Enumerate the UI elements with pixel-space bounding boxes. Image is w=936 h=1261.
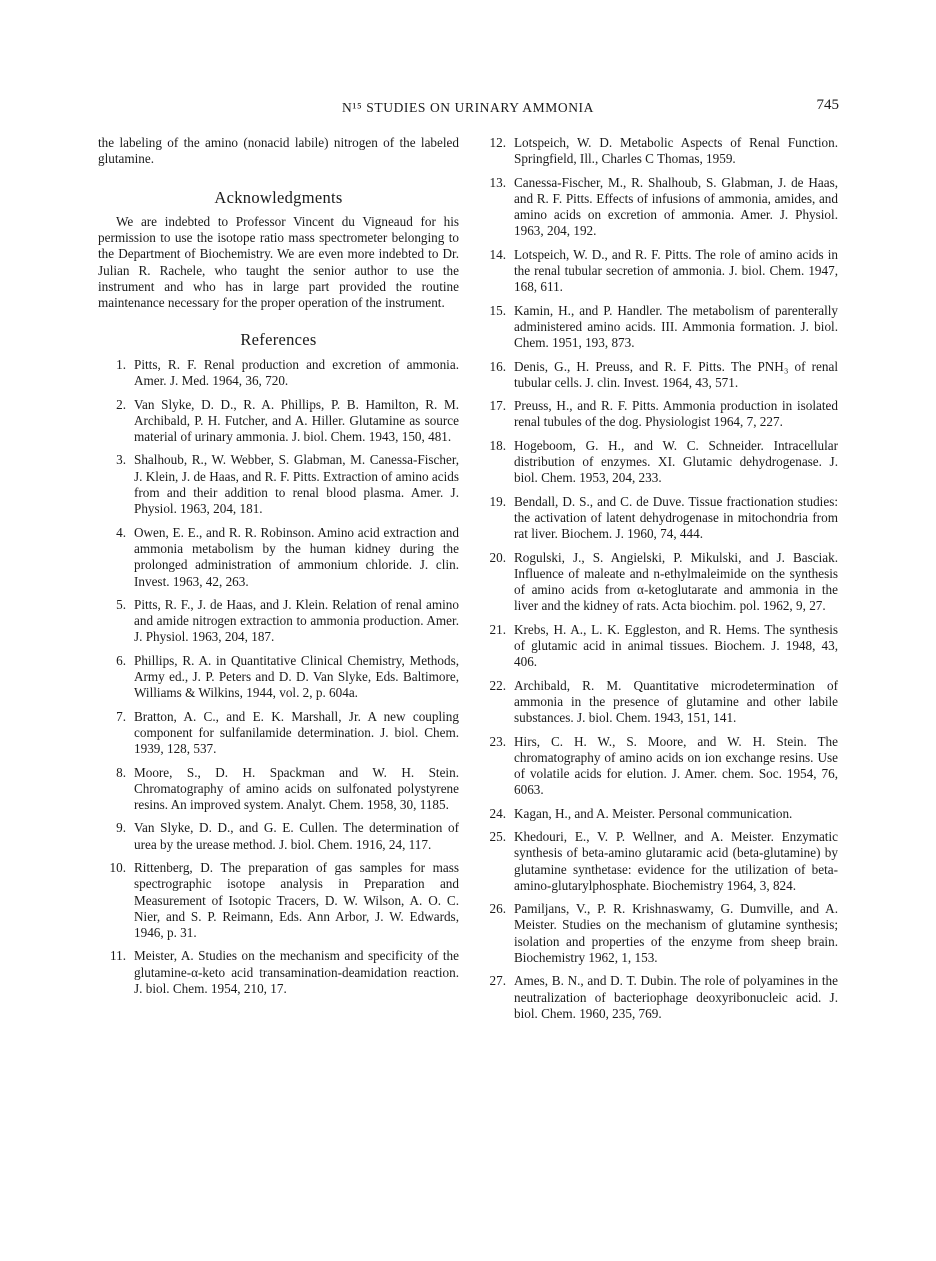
reference-number: 21. xyxy=(489,621,506,637)
reference-item xyxy=(98,860,459,941)
reference-number: 3. xyxy=(116,452,126,468)
reference-text: Phillips, R. A. in Quantitative Clinical Chemistry, Methods, Army ed., J. P. Peters and D. D. Van Slyke, Eds. Baltimore, Williams & Wilkins, 1944, vol. 2, p. 604a. xyxy=(134,652,459,701)
reference-number: 22. xyxy=(489,677,506,693)
reference-text: Preuss, H., and R. F. Pitts. Ammonia production in isolated renal tubules of the dog. Physiologist 1964, 7, 227. xyxy=(514,398,838,430)
reference-text: Canessa-Fischer, M., R. Shalhoub, S. Glabman, J. de Haas, and R. F. Pitts. Effects of infusions of ammonia, amides, and amino acids on excretion of ammonia. Amer. J. Physiol. 1963, 204, 192. xyxy=(514,174,838,239)
left-column xyxy=(98,135,459,1004)
reference-item xyxy=(478,678,838,727)
reference-text: Rogulski, J., S. Angielski, P. Mikulski, and J. Basciak. Influence of maleate and n-ethylmaleimide on the synthesis of amino acids from α-ketoglutarate and ammonia in the liver and the kidney of rats. Acta biochim. pol. 1962, 9, 27. xyxy=(514,549,838,614)
reference-text: Archibald, R. M. Quantitative microdetermination of ammonia in the presence of glutamine and other labile substances. J. biol. Chem. 1943, 151, 141. xyxy=(514,677,838,726)
reference-number: 15. xyxy=(489,302,506,318)
acknowledgments-heading: Acknowledgments xyxy=(214,187,343,207)
reference-item xyxy=(478,398,838,431)
reference-text: Hogeboom, G. H., and W. C. Schneider. Intracellular distribution of enzymes. XI. Glutamic dehydrogenase. J. biol. Chem. 1953, 204, 233. xyxy=(514,437,838,486)
reference-item xyxy=(478,622,838,671)
reference-number: 19. xyxy=(489,493,506,509)
references-list-right xyxy=(478,135,838,1022)
reference-text: Hirs, C. H. W., S. Moore, and W. H. Stein. The chromatography of amino acids on ion exchange resins. Use of volatile acids for elution. J. Amer. chem. Soc. 1954, 76, 6063. xyxy=(514,733,838,798)
reference-item xyxy=(478,135,838,168)
reference-number: 13. xyxy=(489,174,506,190)
reference-item xyxy=(98,525,459,590)
reference-item xyxy=(98,397,459,446)
reference-text: Shalhoub, R., W. Webber, S. Glabman, M. Canessa-Fischer, J. Klein, J. de Haas, and R. F. Pitts. Extraction of amino acids from and their addition to renal blood plasma. Amer. J. Physiol. 1963, 204, 181. xyxy=(134,452,459,517)
reference-item xyxy=(478,829,838,894)
running-head: N¹⁵ STUDIES ON URINARY AMMONIA xyxy=(341,100,594,115)
reference-text: Kagan, H., and A. Meister. Personal communication. xyxy=(514,805,793,821)
reference-text: Lotspeich, W. D. Metabolic Aspects of Renal Function. Springfield, Ill., Charles C Thomas, 1959. xyxy=(514,135,838,167)
reference-number: 2. xyxy=(116,396,126,412)
reference-text: Bendall, D. S., and C. de Duve. Tissue fractionation studies: the activation of latent dehydrogenase in mitochondria from rat liver. Biochem. J. 1960, 74, 444. xyxy=(514,493,838,542)
reference-item xyxy=(98,709,459,758)
reference-item xyxy=(478,806,838,822)
reference-text: Owen, E. E., and R. R. Robinson. Amino acid extraction and ammonia metabolism by the human kidney during the prolonged administration of ammonium chloride. J. clin. Invest. 1963, 42, 263. xyxy=(134,524,459,589)
reference-number: 5. xyxy=(116,596,126,612)
reference-number: 20. xyxy=(489,549,506,565)
reference-item xyxy=(478,550,838,615)
acknowledgments-paragraph: We are indebted to Professor Vincent du Vigneaud for his permission to use the isotope ratio mass spectrometer belonging to the Department of Biochemistry. We are even more indebted to Dr. Julian R. Rachele, who taught the senior author to use the instrument and who has in large part provided the routine maintenance necessary for the proper operation of the instrument. xyxy=(98,213,459,311)
reference-number: 16. xyxy=(489,358,506,374)
reference-number: 26. xyxy=(489,901,506,917)
reference-number: 7. xyxy=(116,708,126,724)
reference-item xyxy=(478,901,838,966)
reference-number: 10. xyxy=(109,859,126,875)
reference-number: 11. xyxy=(110,948,126,964)
reference-item xyxy=(98,452,459,517)
reference-text: Krebs, H. A., L. K. Eggleston, and R. Hems. The synthesis of glutamic acid in animal tissues. Biochem. J. 1948, 43, 406. xyxy=(514,621,838,670)
reference-item xyxy=(98,653,459,702)
reference-number: 8. xyxy=(116,764,126,780)
reference-item xyxy=(478,303,838,352)
reference-item xyxy=(98,357,459,390)
intro-paragraph: the labeling of the amino (nonacid labile) nitrogen of the labeled glutamine. xyxy=(98,135,459,167)
reference-number: 17. xyxy=(489,398,506,414)
reference-text: Van Slyke, D. D., and G. E. Cullen. The determination of urea by the urease method. J. biol. Chem. 1916, 24, 117. xyxy=(134,820,459,852)
reference-text: Denis, G., H. Preuss, and R. F. Pitts. The PNH₃ of renal tubular cells. J. clin. Invest. 1964, 43, 571. xyxy=(514,358,838,390)
reference-text: Rittenberg, D. The preparation of gas samples for mass spectrographic isotope analysis in Preparation and Measurement of Isotopic Tracers, D. W. Wilson, A. O. C. Nier, and S. P. Reimann, Eds. Ann Arbor, J. W. Edwards, 1946, p. 31. xyxy=(134,859,459,941)
reference-item xyxy=(98,820,459,853)
reference-text: Pamiljans, V., P. R. Krishnaswamy, G. Dumville, and A. Meister. Studies on the mechanism of glutamine synthesis; isolation and properties of the enzyme from sheep brain. Biochemistry 1962, 1, 153. xyxy=(514,901,838,966)
reference-text: Van Slyke, D. D., R. A. Phillips, P. B. Hamilton, R. M. Archibald, P. H. Futcher, and A. Hiller. Glutamine as source material of urinary ammonia. J. biol. Chem. 1943, 150, 481. xyxy=(134,396,459,445)
reference-item xyxy=(478,494,838,543)
reference-number: 23. xyxy=(489,733,506,749)
reference-text: Lotspeich, W. D., and R. F. Pitts. The role of amino acids in the renal tubular secretion of ammonia. J. biol. Chem. 1947, 168, 611. xyxy=(514,246,838,295)
reference-item xyxy=(478,175,838,240)
reference-number: 24. xyxy=(489,805,506,821)
reference-number: 12. xyxy=(489,135,506,150)
reference-item xyxy=(98,597,459,646)
reference-item xyxy=(478,438,838,487)
reference-text: Kamin, H., and P. Handler. The metabolism of parenterally administered amino acids. III. Ammonia formation. J. biol. Chem. 1951, 193, 873. xyxy=(514,302,838,351)
reference-number: 4. xyxy=(116,524,126,540)
reference-number: 14. xyxy=(489,246,506,262)
reference-item xyxy=(478,247,838,296)
reference-number: 9. xyxy=(116,820,126,836)
reference-item xyxy=(98,765,459,814)
reference-number: 6. xyxy=(116,652,126,668)
right-column xyxy=(478,135,838,1029)
reference-text: Pitts, R. F., J. de Haas, and J. Klein. Relation of renal amino and amide nitrogen extraction to ammonia production. Amer. J. Physiol. 1963, 204, 187. xyxy=(134,596,459,645)
reference-item xyxy=(98,948,459,997)
reference-text: Moore, S., D. H. Spackman and W. H. Stein. Chromatography of amino acids on sulfonated polystyrene resins. An improved system. Analyt. Chem. 1958, 30, 1185. xyxy=(134,764,459,813)
reference-item xyxy=(478,734,838,799)
references-list-left xyxy=(98,357,459,997)
reference-number: 25. xyxy=(489,828,506,844)
reference-item xyxy=(478,973,838,1022)
page-number: 745 xyxy=(816,97,839,113)
reference-number: 1. xyxy=(116,356,126,372)
reference-number: 18. xyxy=(489,437,506,453)
reference-text: Bratton, A. C., and E. K. Marshall, Jr. A new coupling component for sulfanilamide determination. J. biol. Chem. 1939, 128, 537. xyxy=(134,708,459,757)
reference-text: Pitts, R. F. Renal production and excretion of ammonia. Amer. J. Med. 1964, 36, 720. xyxy=(134,356,459,389)
references-heading: References xyxy=(240,329,317,349)
reference-text: Ames, B. N., and D. T. Dubin. The role of polyamines in the neutralization of bacteriophage deoxyribonucleic acid. J. biol. Chem. 1960, 235, 769. xyxy=(514,973,838,1021)
reference-text: Meister, A. Studies on the mechanism and specificity of the glutamine-α-keto acid transamination-deamidation reaction. J. biol. Chem. 1954, 210, 17. xyxy=(134,948,459,997)
reference-number: 27. xyxy=(489,973,506,989)
reference-text: Khedouri, E., V. P. Wellner, and A. Meister. Enzymatic synthesis of beta-amino glutaramic acid (beta-glutamine) by glutamine synthetase: evidence for the utilization of beta-amino-glutarylphosphate. Biochemistry 1964, 3, 824. xyxy=(514,828,838,893)
reference-item xyxy=(478,359,838,392)
